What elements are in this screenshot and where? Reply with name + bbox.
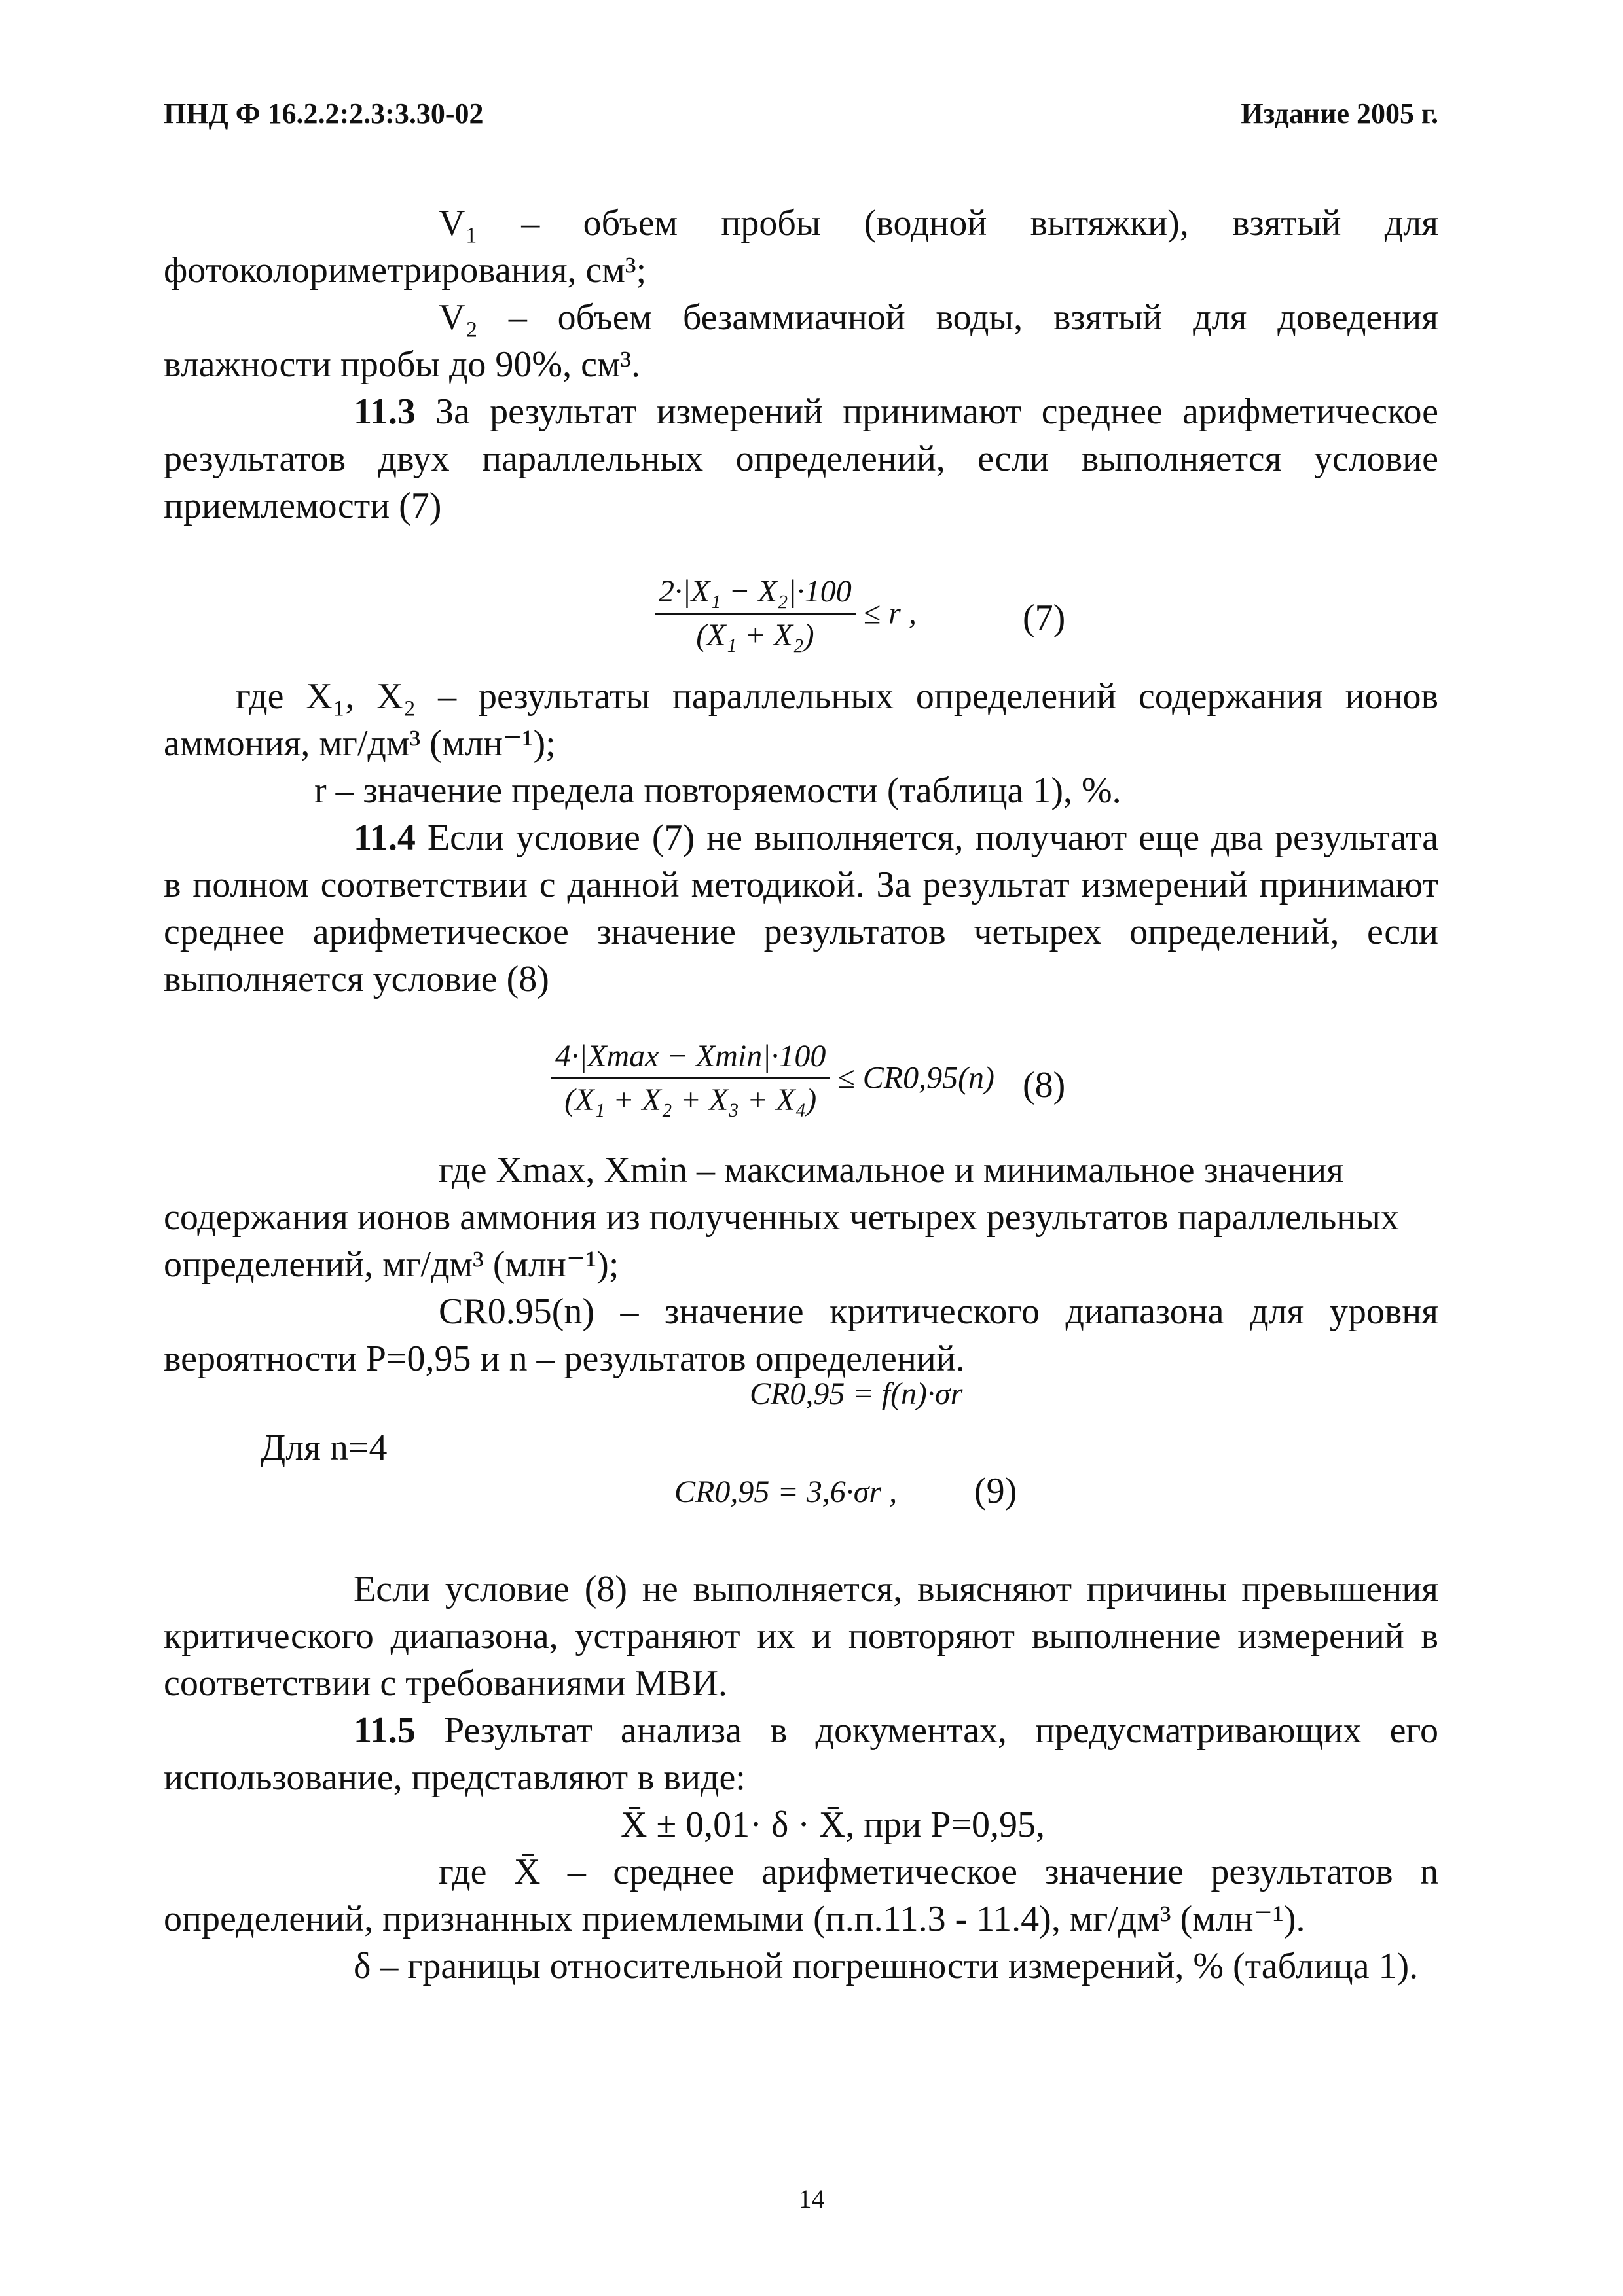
section-11-4-number: 11.4 bbox=[354, 817, 416, 858]
section-11-3-number: 11.3 bbox=[354, 391, 416, 432]
definition-xmax-xmin-text: где Xmax, Xmin – максимальное и минимальное значения содержания ионов аммония из полученных четырех результатов параллельных определений, мг/дм³ (млн⁻¹); bbox=[164, 1150, 1399, 1285]
formula-8-rhs: ≤ CR0,95(n) bbox=[837, 1060, 995, 1096]
definition-v2 bbox=[164, 294, 1438, 388]
section-11-3 bbox=[164, 388, 1438, 529]
result-expression: X̄ ± 0,01· δ · X̄, при P=0,95, bbox=[621, 1804, 1045, 1845]
formula-8-numerator: 4·|Xmax − Xmin|·100 bbox=[551, 1041, 830, 1079]
section-11-3-text: За результат измерений принимают среднее арифметическое результатов двух параллельных определений, если выполняется условие приемлемости (7) bbox=[164, 391, 1439, 526]
definition-x1-x2 bbox=[164, 673, 1438, 767]
definition-v1-text: V₁ – объем пробы (водной вытяжки), взятый для фотоколориметрирования, см³; bbox=[164, 203, 1438, 291]
for-n-4-label: Для n=4 bbox=[261, 1427, 388, 1468]
section-11-4-text: Если условие (7) не выполняется, получают еще два результата в полном соответствии с данной методикой. За результат измерений принимают среднее арифметическое значение результатов четырех определений, если выполняется условие (8) bbox=[164, 817, 1438, 999]
formula-7-numerator: 2·|X₁ − X₂|·100 bbox=[655, 576, 856, 615]
page-number: 14 bbox=[798, 2184, 825, 2214]
edition-label: Издание 2005 г. bbox=[1241, 98, 1438, 130]
formula-9: CR0,95 = 3,6·σr , bbox=[674, 1475, 898, 1509]
section-11-5 bbox=[164, 1707, 1438, 1801]
formula-8-fraction bbox=[551, 1041, 830, 1116]
condition-8-failure-text: Если условие (8) не выполняется, выясняют причины превышения критического диапазона, устраняют их и повторяют выполнение измерений в соответствии с требованиями МВИ. bbox=[164, 1569, 1438, 1704]
formula-cr: CR0,95 = f(n)·σr bbox=[750, 1376, 963, 1411]
definition-x-mean bbox=[164, 1848, 1438, 1943]
formula-8 bbox=[551, 1041, 994, 1116]
definition-x1-x2-text: где X₁, X₂ – результаты параллельных определений содержания ионов аммония, мг/дм³ (млн⁻¹); bbox=[164, 676, 1438, 764]
definition-v2-text: V₂ – объем безаммиачной воды, взятый для доведения влажности пробы до 90%, см³. bbox=[164, 297, 1438, 385]
definition-delta: δ – границы относительной погрешности измерений, % (таблица 1). bbox=[354, 1946, 1419, 1986]
definition-r: r – значение предела повторяемости (таблица 1), %. bbox=[314, 770, 1122, 811]
formula-7-denominator: (X₁ + X₂) bbox=[696, 618, 814, 653]
formula-8-denominator: (X₁ + X₂ + X₃ + X₄) bbox=[564, 1083, 817, 1117]
section-11-5-number: 11.5 bbox=[354, 1710, 416, 1751]
definition-v1 bbox=[164, 200, 1438, 294]
formula-7-fraction bbox=[655, 576, 856, 651]
formula-7 bbox=[655, 576, 917, 651]
condition-8-failure bbox=[164, 1566, 1438, 1707]
definition-x-mean-text: где X̄ – среднее арифметическое значение результатов n определений, признанных приемлемыми (п.п.11.3 - 11.4), мг/дм³ (млн⁻¹). bbox=[164, 1852, 1438, 1939]
document-code: ПНД Ф 16.2.2:2.3:3.30-02 bbox=[164, 98, 484, 130]
formula-8-number: (8) bbox=[1023, 1065, 1066, 1105]
formula-7-rhs: ≤ r , bbox=[863, 596, 917, 631]
formula-7-number: (7) bbox=[1023, 598, 1066, 638]
definition-cr-text: CR0.95(n) – значение критического диапазона для уровня вероятности P=0,95 и n – результатов определений. bbox=[164, 1291, 1438, 1379]
section-11-4 bbox=[164, 814, 1438, 1003]
formula-9-number: (9) bbox=[974, 1471, 1017, 1511]
section-11-5-text: Результат анализа в документах, предусматривающих его использование, представляют в виде: bbox=[164, 1710, 1438, 1798]
definition-xmax-xmin bbox=[164, 1147, 1408, 1288]
definition-cr bbox=[164, 1288, 1438, 1382]
